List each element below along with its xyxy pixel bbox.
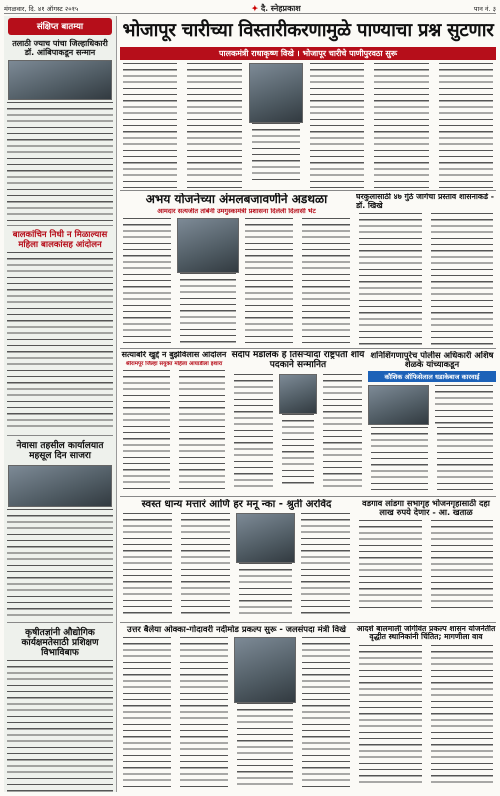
story-i-headline: उत्तर बैलेया ओक्का-गोदावरी नदीमोड प्रकल्प सुरू - जलसंपदा मंत्री विखे [126, 625, 346, 634]
story-e-headline: शनिशिंगणापुरेच पोलीस अधिकारी अशिष शेळके यांच्याकडून [370, 351, 494, 370]
story-g [120, 499, 353, 619]
story-b [356, 193, 496, 345]
brief-3-photo [8, 465, 112, 507]
story-d [231, 351, 365, 493]
story-b-headline: घरकुलासाठी ४७ गुंठे जागेचा प्रस्ताव शासनाकडे - डॉ. खिखे [356, 193, 495, 210]
story-d-headline: संदीप मंडलिक हे तिसऱ्यांदा राष्ट्रपती शौर्य पदकाने सन्मानित [231, 351, 365, 370]
story-i-photo [234, 637, 296, 703]
story-d-photo [279, 374, 318, 414]
story-g-headline: स्वस्त धान्य मत्तारं आणि हर मनू न्का - श्रुती अरविंद [141, 499, 332, 510]
story-a-photo [177, 218, 239, 273]
brief-1-photo [8, 60, 112, 100]
story-e [368, 351, 496, 493]
story-j [356, 625, 496, 793]
story-c-sub: श्रीरामपूर जिल्हा संयुक्त महिला आघाडीला इशारा [125, 360, 223, 367]
brief-4-body [4, 660, 116, 792]
story-h [356, 499, 496, 619]
main-subheadline: पालकमंत्री राधाकृष्ण विखे । भोजापूर चारीचे पाणीपुरवठा सुरू [120, 47, 496, 60]
story-a-subhead: आमदार सत्यजीत तांबेंनी उमगुस्कामंत्री प्रशासना दिलेली दिलासी भेट [157, 208, 316, 216]
lead-photo-1 [249, 63, 303, 123]
briefs-column [4, 16, 117, 792]
story-e-sub: कौशिक ऑफिसेलाल धडाकेबाज कारवाई [368, 371, 496, 382]
main-headline: भोजापूर चारीच्या विस्तारीकरणामुळे पाण्याचा प्रश्न सुटणार [122, 20, 494, 41]
issue-date: मंगळवार, दि. ४१ ऑगस्ट २०१५ [4, 4, 79, 13]
story-c-headline: सत्याबोरे खुद्दे न बुर्झविलास आंदोलन [121, 351, 227, 359]
story-h-headline: वडगाव लांडगा सभागृह भोजनगृहासाठी दहा लाख रुपये देणार - आ. खताळ [362, 499, 490, 518]
story-c [120, 351, 228, 493]
brief-4-headline: कृषीतज्ञांनी औद्योगिक कार्यक्षमतेसाठी प्रशिक्षण विभाविबाफ [21, 627, 99, 659]
lead-story-body [120, 63, 496, 188]
paper-brand: ✦ दै. स्नेहप्रकाश [251, 2, 301, 13]
brief-3-headline: नेवासा तहसील कार्यालयात महसूल दिन साजरा [16, 440, 104, 462]
brief-2-body [4, 252, 116, 432]
brief-2-headline: बालकांचिन निधी न मिळाल्यास महिला बालकांसह आंदोलन [12, 230, 108, 251]
story-j-headline: आदर्श बालमाली जोगीवंत प्रकल्प शासन योजनेतीत वृद्धीत स्थानिकांनी चिंतित; मागणीला वाव [356, 625, 496, 642]
brief-1-headline: तलाठी ज्याच पांचा जिल्हाधिकारी डॉ. आंबिपाकडून सन्मान [12, 39, 108, 58]
story-a-headline: अभय योजनेच्या अंमलबजावणीने अडथळा [145, 193, 328, 206]
story-a [120, 193, 353, 345]
masthead [4, 3, 496, 14]
story-i [120, 625, 353, 793]
brief-1-body [4, 102, 116, 222]
brief-3-body [4, 509, 116, 619]
page-number: पान नं. ३ [473, 4, 496, 13]
story-g-photo [236, 513, 295, 563]
briefs-title: संक्षिप्त बातम्या [8, 18, 112, 35]
brand-star-icon: ✦ [251, 2, 259, 13]
story-e-photo [368, 385, 429, 425]
